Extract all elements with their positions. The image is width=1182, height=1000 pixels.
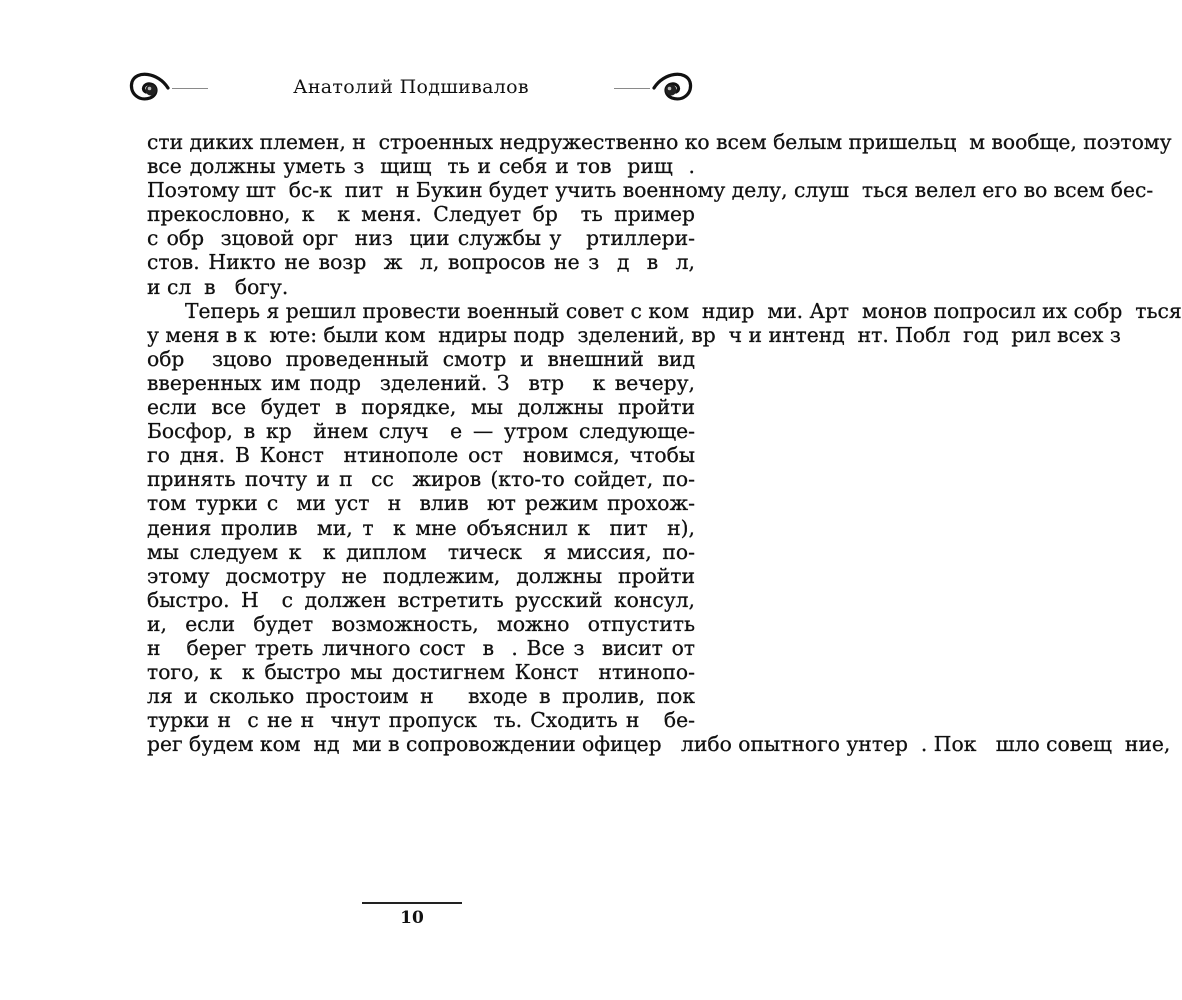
text-line: дения пролив ми, т к мне объяснил к пит н), — [147, 515, 695, 540]
text-line: сти диких племен, н строенных недружественно ко всем белым пришельц м вообще, поэтому — [147, 130, 1172, 154]
text-line: вверенных им подр зделений. З втр к вечеру, — [147, 370, 695, 395]
text-line: если все будет в порядке, мы должны пройти — [147, 395, 695, 420]
text-line: турки н с не н чнут пропуск ть. Сходить н бе- — [147, 708, 695, 733]
header-rule-right — [614, 88, 650, 89]
page-body-text — [147, 130, 1182, 757]
text-line: Теперь я решил провести военный совет с ком ндир ми. Арт монов попросил их собр ться — [185, 298, 1182, 323]
text-line: все должны уметь з щищ ть и себя и тов рищ . — [147, 154, 695, 179]
text-line: принять почту и п сс жиров (кто-то сойдет, по- — [147, 467, 695, 492]
text-line: том турки с ми уст н влив ют режим прохож- — [147, 491, 695, 516]
text-line: с обр зцовой орг низ ции службы у ртиллери- — [147, 226, 695, 251]
text-line: быстро. Н с должен встретить русский консул, — [147, 587, 695, 612]
text-line: стов. Никто не возр ж л, вопросов не з д в л, — [147, 250, 695, 275]
text-line: того, к к быстро мы достигнем Конст нтинопо- — [147, 660, 695, 685]
text-line: прекословно, к к меня. Следует бр ть пример — [147, 202, 695, 227]
text-line: обр зцово проведенный смотр и внешний вид — [147, 346, 695, 371]
text-line: у меня в к юте: были ком ндиры подр зделений, вр ч и интенд нт. Побл год рил всех з — [147, 322, 1121, 347]
footer-rule — [362, 902, 462, 904]
text-line: и сл в богу. — [147, 274, 289, 299]
text-line: мы следуем к к диплом тическ я миссия, по- — [147, 539, 695, 564]
text-line: этому досмотру не подлежим, должны пройти — [147, 563, 695, 588]
page-number: 10 — [400, 908, 424, 928]
swirl-ornament-icon — [650, 68, 694, 108]
text-line: Босфор, в кр йнем случ е — утром следующе- — [147, 419, 695, 444]
text-line: и, если будет возможность, можно отпустить — [147, 611, 695, 636]
text-line: Поэтому шт бс-к пит н Букин будет учить военному делу, слуш ться велел его во всем бес- — [147, 178, 1154, 203]
running-head-author: Анатолий Подшивалов — [293, 76, 529, 98]
text-line: рег будем ком нд ми в сопровождении офицер либо опытного унтер . Пок шло совещ ние, — [147, 732, 1171, 757]
running-head — [128, 62, 694, 112]
text-line: ля и сколько простоим н входе в пролив, пок — [147, 684, 695, 709]
text-line: го дня. В Конст нтинополе ост новимся, чтобы — [147, 443, 695, 468]
text-line: н берег треть личного сост в . Все з висит от — [147, 635, 695, 660]
